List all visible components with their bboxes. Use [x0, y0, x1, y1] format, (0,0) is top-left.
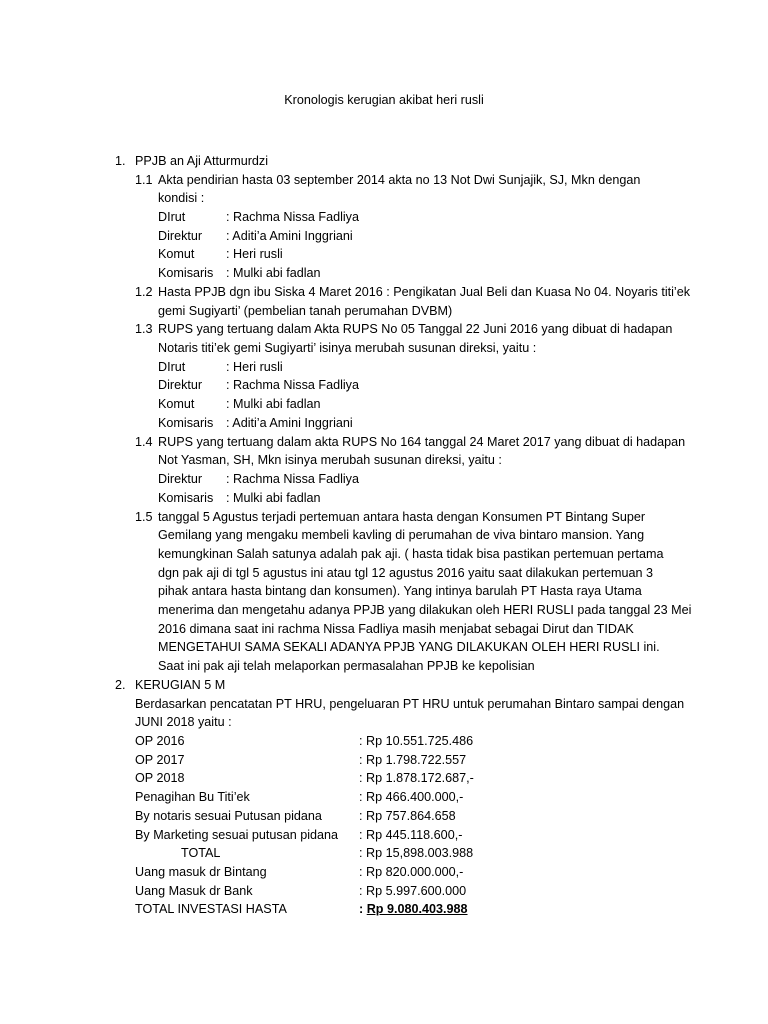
- income-label: Uang masuk dr Bintang: [135, 865, 267, 879]
- role-label: Komisaris: [158, 491, 214, 505]
- total-investment-label: TOTAL INVESTASI HASTA: [135, 902, 287, 916]
- role-value: : Rachma Nissa Fadliya: [226, 210, 359, 224]
- role-value: : Mulki abi fadlan: [226, 491, 321, 505]
- role-label: Komisaris: [158, 266, 214, 280]
- paragraph-line: Not Yasman, SH, Mkn isinya merubah susunan direksi, yaitu :: [158, 453, 502, 467]
- total-investment-colon: :: [359, 902, 364, 916]
- role-label: DIrut: [158, 210, 186, 224]
- role-value: : Heri rusli: [226, 247, 283, 261]
- item-number: 1.2: [135, 285, 153, 299]
- section-number: 1.: [115, 154, 126, 168]
- cost-value: : Rp 10.551.725.486: [359, 734, 474, 748]
- total-investment-value: Rp 9.080.403.988: [366, 902, 468, 916]
- paragraph-line: RUPS yang tertuang dalam akta RUPS No 164 tanggal 24 Maret 2017 yang dibuat di hadapan: [158, 435, 686, 449]
- role-label: Komisaris: [158, 416, 214, 430]
- total-label: TOTAL: [181, 846, 221, 860]
- cost-value: : Rp 757.864.658: [359, 809, 456, 823]
- cost-label: OP 2016: [135, 734, 185, 748]
- role-value: : Heri rusli: [226, 360, 283, 374]
- paragraph-line: Hasta PPJB dgn ibu Siska 4 Maret 2016 : Pengikatan Jual Beli dan Kuasa No 04. Noyaris titi’ek: [158, 285, 691, 299]
- role-label: Komut: [158, 247, 195, 261]
- paragraph-line: dgn pak aji di tgl 5 agustus ini atau tgl 12 agustus 2016 yaitu saat dilakukan pertemuan 3: [158, 566, 653, 580]
- paragraph-line: Berdasarkan pencatatan PT HRU, pengeluaran PT HRU untuk perumahan Bintaro sampai dengan: [135, 697, 685, 711]
- item-number: 1.4: [135, 435, 153, 449]
- cost-value: : Rp 445.118.600,-: [359, 828, 463, 842]
- paragraph-line: menerima dan mengetahu adanya PPJB yang dilakukan oleh HERI RUSLI pada tanggal 23 Mei: [158, 603, 692, 617]
- section-number: 2.: [115, 678, 126, 692]
- paragraph-line: 2016 dimana saat ini rachma Nissa Fadliya masih menjabat sebagai Dirut dan TIDAK: [158, 622, 634, 636]
- total-investment-value-wrap: [359, 900, 468, 918]
- cost-value: : Rp 1.798.722.557: [359, 753, 467, 767]
- item-number: 1.3: [135, 322, 153, 336]
- total-value: : Rp 15,898.003.988: [359, 846, 474, 860]
- role-label: DIrut: [158, 360, 186, 374]
- cost-value: : Rp 1.878.172.687,-: [359, 771, 474, 785]
- paragraph-line: Notaris titi’ek gemi Sugiyarti’ isinya merubah susunan direksi, yaitu :: [158, 341, 537, 355]
- paragraph-line: kondisi :: [158, 191, 205, 205]
- role-value: : Aditi’a Amini Inggriani: [226, 229, 353, 243]
- section-heading: KERUGIAN 5 M: [135, 678, 226, 692]
- cost-value: : Rp 466.400.000,-: [359, 790, 464, 804]
- paragraph-line: RUPS yang tertuang dalam Akta RUPS No 05 Tanggal 22 Juni 2016 yang dibuat di hadapan: [158, 322, 673, 336]
- section-heading: PPJB an Aji Atturmurdzi: [135, 154, 268, 168]
- document-title: Kronologis kerugian akibat heri rusli: [284, 93, 484, 107]
- paragraph-line: Saat ini pak aji telah melaporkan permasalahan PPJB ke kepolisian: [158, 659, 535, 673]
- cost-label: Penagihan Bu Titi’ek: [135, 790, 250, 804]
- paragraph-line: JUNI 2018 yaitu :: [135, 715, 232, 729]
- role-label: Direktur: [158, 472, 203, 486]
- paragraph-line: kemungkinan Salah satunya adalah pak aji. ( hasta tidak bisa pastikan pertemuan pertama: [158, 547, 664, 561]
- item-number: 1.1: [135, 173, 153, 187]
- role-value: : Rachma Nissa Fadliya: [226, 472, 359, 486]
- paragraph-line: Gemilang yang mengaku membeli kavling di perumahan de viva bintaro mansion. Yang: [158, 528, 645, 542]
- income-value: : Rp 5.997.600.000: [359, 884, 467, 898]
- paragraph-line: Akta pendirian hasta 03 september 2014 akta no 13 Not Dwi Sunjajik, SJ, Mkn dengan: [158, 173, 641, 187]
- role-value: : Aditi’a Amini Inggriani: [226, 416, 353, 430]
- income-label: Uang Masuk dr Bank: [135, 884, 253, 898]
- item-number: 1.5: [135, 510, 153, 524]
- income-value: : Rp 820.000.000,-: [359, 865, 464, 879]
- paragraph-line: MENGETAHUI SAMA SEKALI ADANYA PPJB YANG DILAKUKAN OLEH HERI RUSLI ini.: [158, 640, 660, 654]
- cost-label: By notaris sesuai Putusan pidana: [135, 809, 322, 823]
- role-label: Direktur: [158, 378, 203, 392]
- role-label: Komut: [158, 397, 195, 411]
- cost-label: By Marketing sesuai putusan pidana: [135, 828, 339, 842]
- paragraph-line: gemi Sugiyarti’ (pembelian tanah perumahan DVBM): [158, 304, 453, 318]
- role-label: Direktur: [158, 229, 203, 243]
- paragraph-line: tanggal 5 Agustus terjadi pertemuan antara hasta dengan Konsumen PT Bintang Super: [158, 510, 646, 524]
- paragraph-line: pihak antara hasta bintang dan konsumen). Yang intinya barulah PT Hasta raya Utama: [158, 584, 642, 598]
- role-value: : Mulki abi fadlan: [226, 397, 321, 411]
- role-value: : Rachma Nissa Fadliya: [226, 378, 359, 392]
- role-value: : Mulki abi fadlan: [226, 266, 321, 280]
- cost-label: OP 2017: [135, 753, 185, 767]
- cost-label: OP 2018: [135, 771, 185, 785]
